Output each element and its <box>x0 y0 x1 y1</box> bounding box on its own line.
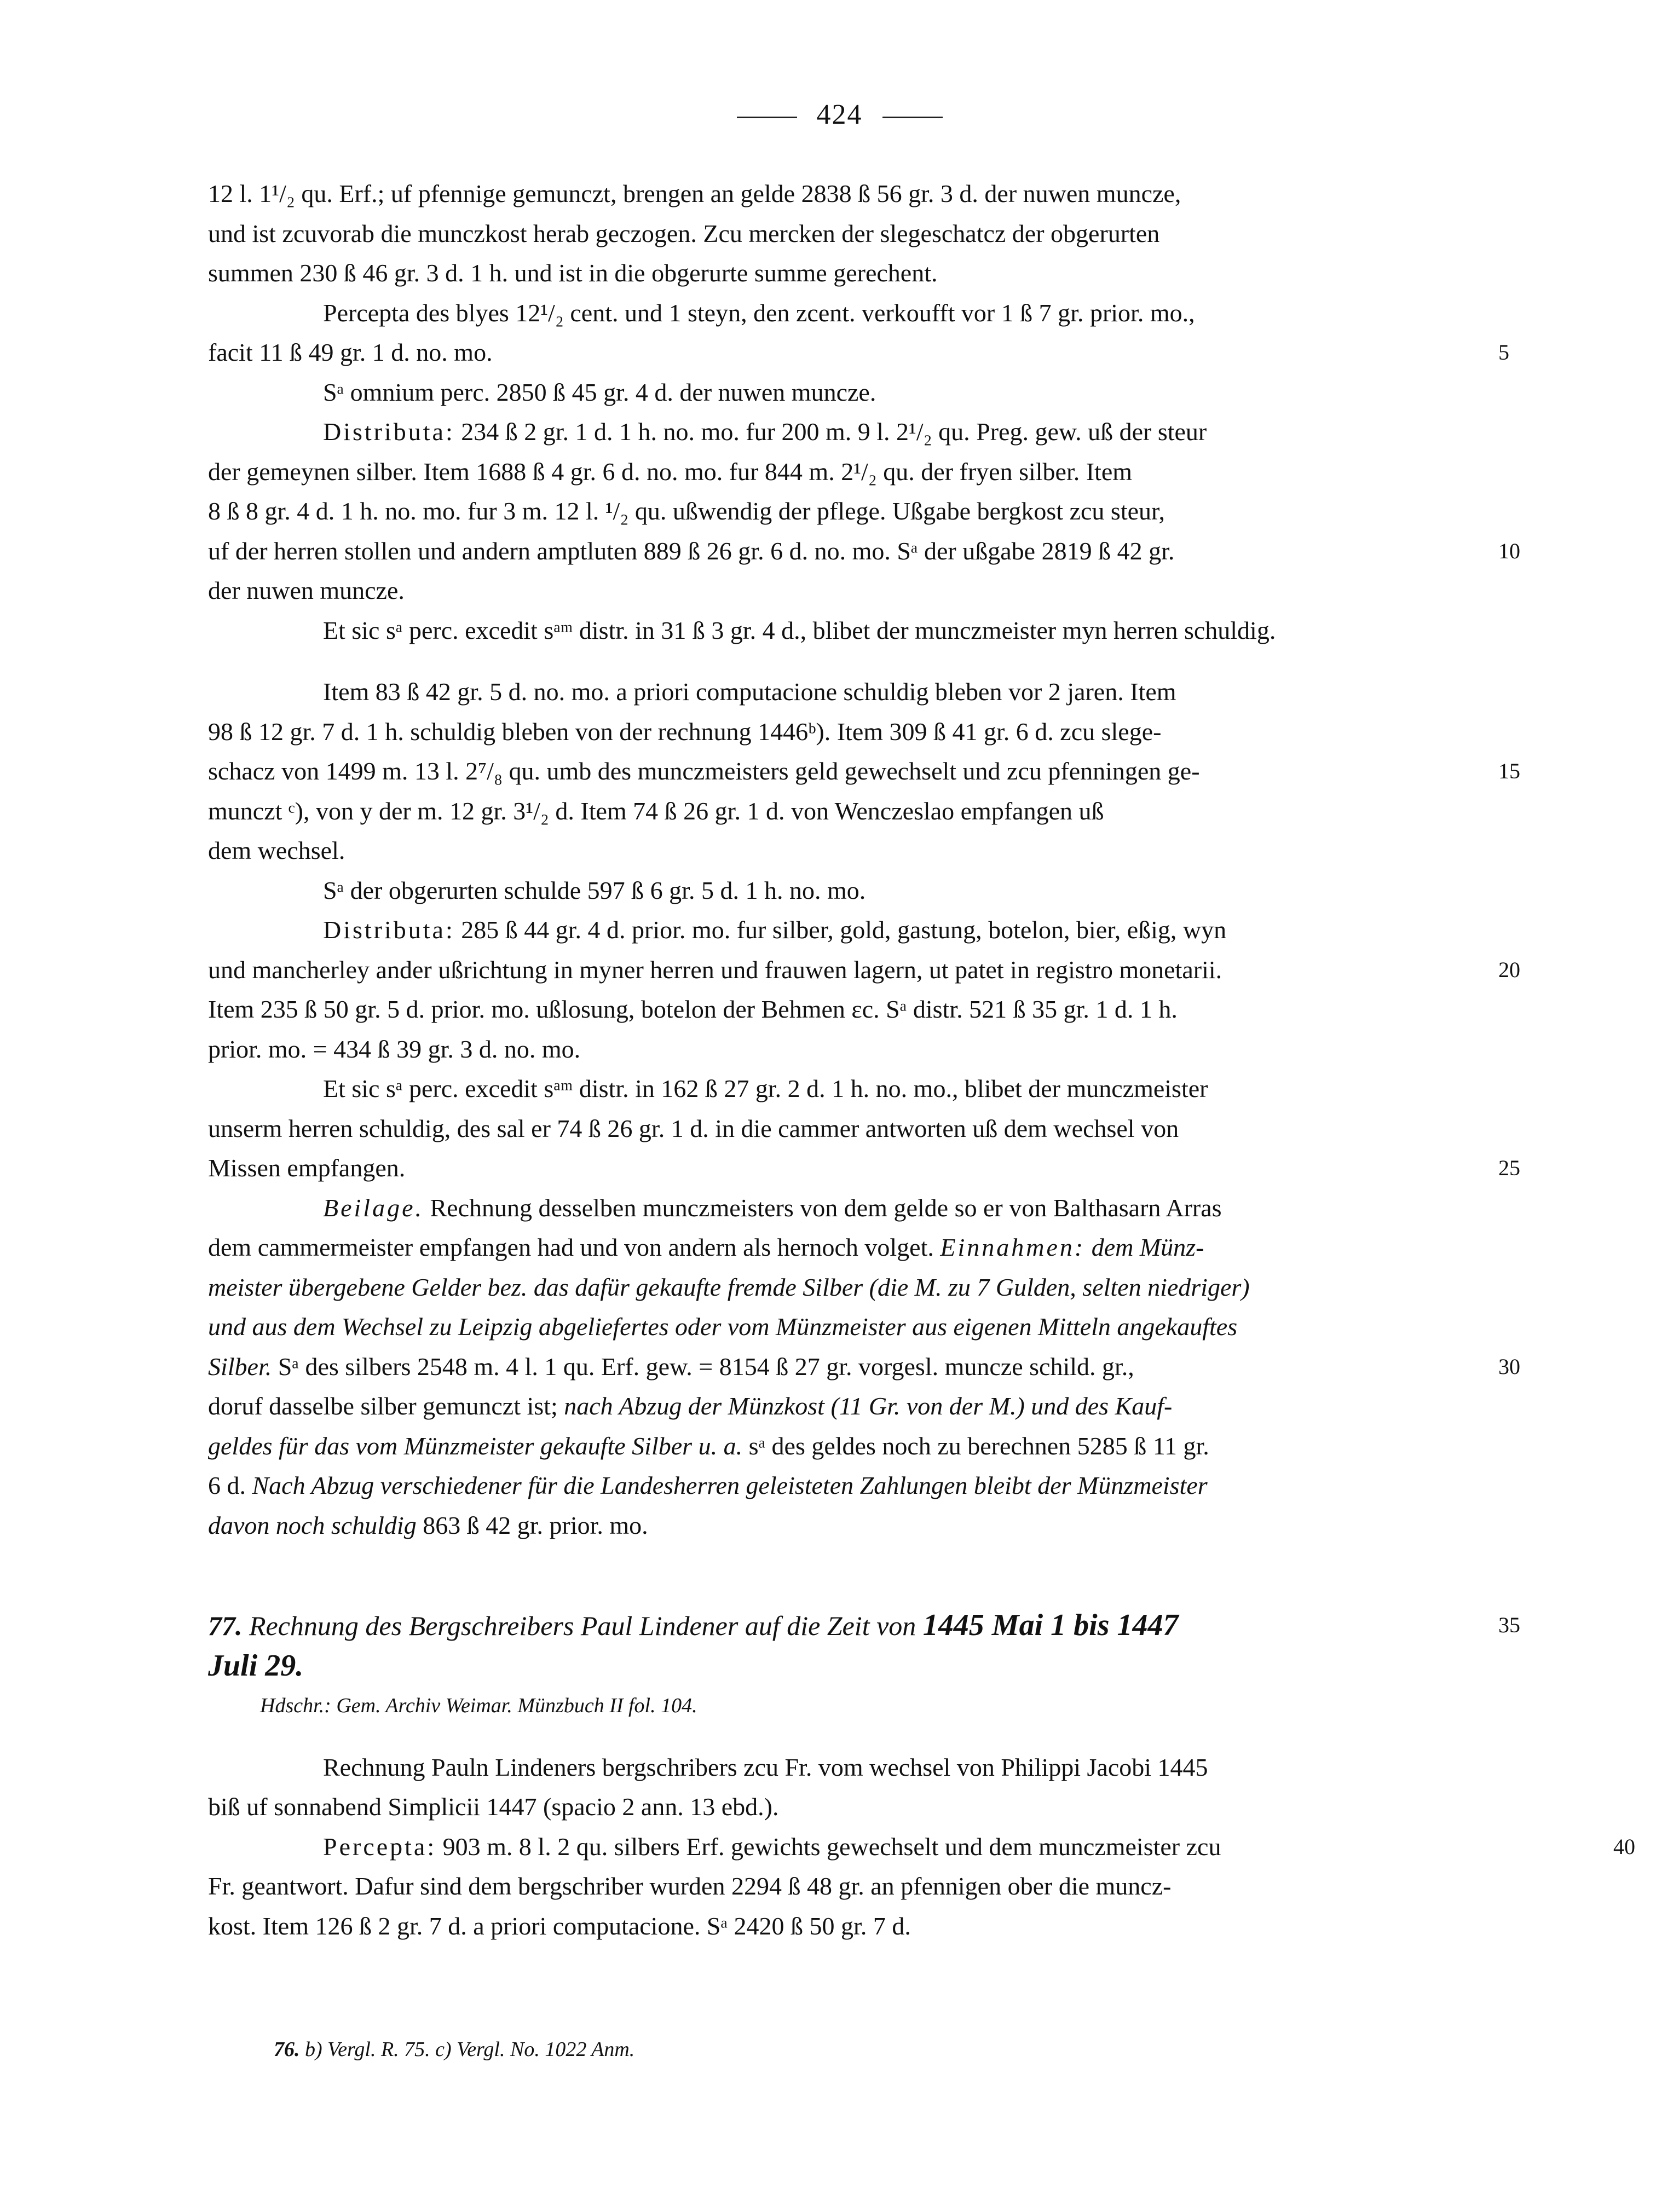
text-line: 77. Rechnung des Bergschreibers Paul Lindener auf die Zeit von 1445 Mai 1 bis 1447 35 <box>208 1605 1486 1646</box>
line-number: 10 <box>1498 538 1520 563</box>
text-line: Sᵃ omnium perc. 2850 ß 45 gr. 4 d. der nuwen muncze. <box>323 378 876 406</box>
text-line: Distributa: 234 ß 2 gr. 1 d. 1 h. no. mo. fur 200 m. 9 l. 2¹/₂ qu. Preg. gew. uß der steur <box>323 418 1207 446</box>
text-line: Missen empfangen. 25 <box>208 1148 1486 1188</box>
text-line: prior. mo. = 434 ß 39 gr. 3 d. no. mo. <box>208 1035 581 1063</box>
footnote-text: b) Vergl. R. 75. c) Vergl. No. 1022 Anm. <box>305 2038 635 2061</box>
text-line: Et sic sᵃ perc. excedit sᵃᵐ distr. in 162 ß 27 gr. 2 d. 1 h. no. mo., blibet der munczmeister <box>323 1075 1208 1102</box>
text-line: doruf dasselbe silber gemunczt ist; nach Abzug der Münzkost (11 Gr. von der M.) und des Kauf- <box>208 1392 1173 1420</box>
text-line: Item 83 ß 42 gr. 5 d. no. mo. a priori computacione schuldig bleben vor 2 jaren. Item <box>323 678 1176 706</box>
document-heading <box>208 1605 1520 1686</box>
page-header <box>0 99 1679 131</box>
text-line: munczt ᶜ), von y der m. 12 gr. 3¹/₂ d. Item 74 ß 26 gr. 1 d. von Wenczeslao empfangen uß <box>208 796 1104 825</box>
line-number: 5 <box>1498 340 1509 365</box>
text-line: 98 ß 12 gr. 7 d. 1 h. schuldig bleben von der rechnung 1446ᵇ). Item 309 ß 41 gr. 6 d. zcu slege- <box>208 717 1162 746</box>
text-line: dem cammermeister empfangen had und von andern als hernoch volget. Einnahmen: dem Münz- <box>208 1233 1204 1261</box>
einnahmen-label: Einnahmen: <box>940 1233 1086 1261</box>
text-line: Percepta des blyes 12¹/₂ cent. und 1 steyn, den zcent. verkoufft vor 1 ß 7 gr. prior. mo., <box>323 298 1195 327</box>
text-line: kost. Item 126 ß 2 gr. 7 d. a priori computacione. Sᵃ 2420 ß 50 gr. 7 d. <box>208 1911 911 1940</box>
text-line: 8 ß 8 gr. 4 d. 1 h. no. mo. fur 3 m. 12 l. ¹/₂ qu. ußwendig der pflege. Ußgabe bergkost zcu steur, <box>208 497 1165 525</box>
paragraph <box>208 1748 1486 1827</box>
text-line: schacz von 1499 m. 13 l. 2⁷/₈ qu. umb des munczmeisters geld gewechselt und zcu pfenningen ge- 15 <box>208 752 1486 792</box>
text-line: Fr. geantwort. Dafur sind dem bergschriber wurden 2294 ß 48 gr. an pfennigen ober die muncz- <box>208 1872 1172 1900</box>
text-line: Silber. Sᵃ des silbers 2548 m. 4 l. 1 qu. Erf. gew. = 8154 ß 27 gr. vorgesl. muncze schild. gr., 30 <box>208 1347 1486 1387</box>
text-line: unserm herren schuldig, des sal er 74 ß 26 gr. 1 d. in die cammer antworten uß dem wechsel von <box>208 1114 1179 1142</box>
text-line: biß uf sonnabend Simplicii 1447 (spacio 2 ann. 13 ebd.). <box>208 1793 779 1821</box>
beilage-label: Beilage. <box>323 1193 424 1222</box>
paragraph <box>208 293 1509 373</box>
line-number: 40 <box>1613 1834 1635 1859</box>
paragraph <box>208 1069 1520 1188</box>
header-rule-right <box>882 117 943 118</box>
text-line: 6 d. Nach Abzug verschiedener für die Landesherren geleisteten Zahlungen bleibt der Münzmeister <box>208 1471 1208 1499</box>
text-line: uf der herren stollen und andern amptluten 889 ß 26 gr. 6 d. no. mo. Sᵃ der ußgabe 2819 ß 42 gr. 10 <box>208 532 1486 571</box>
paragraph <box>208 412 1520 611</box>
text-line: facit 11 ß 49 gr. 1 d. no. mo. 5 <box>208 333 1486 373</box>
text-line: Hdschr.: Gem. Archiv Weimar. Münzbuch II fol. 104. <box>260 1694 697 1717</box>
line-number: 20 <box>1498 957 1520 982</box>
text-line: summen 230 ß 46 gr. 3 d. 1 h. und ist in die obgerurte summe gerechent. <box>208 259 938 287</box>
text-line: dem wechsel. <box>208 836 345 864</box>
text-line: geldes für das vom Münzmeister gekaufte Silber u. a. sᵃ des geldes noch zu berechnen 5285 ß 11 gr. <box>208 1431 1209 1460</box>
header-rule-left <box>737 117 797 118</box>
line-number: 35 <box>1498 1613 1520 1637</box>
text-line: Item 235 ß 50 gr. 5 d. prior. mo. ußlosung, botelon der Behmen ɛc. Sᵃ distr. 521 ß 35 gr. 1 d. 1 h. <box>208 995 1178 1023</box>
paragraph <box>208 174 1486 293</box>
line-number: 15 <box>1498 759 1520 783</box>
text-line: der gemeynen silber. Item 1688 ß 4 gr. 6 d. no. mo. fur 844 m. 2¹/₂ qu. der fryen silber. Item <box>208 457 1133 486</box>
paragraph <box>208 1188 1520 1546</box>
text-line: der nuwen muncze. <box>208 576 405 604</box>
paragraph <box>208 373 1486 413</box>
paragraph <box>208 910 1520 1069</box>
text-line: Juli 29. <box>208 1648 304 1683</box>
page-number: 424 <box>816 99 863 130</box>
text-line: und mancherley ander ußrichtung in myner herren und frauwen lagern, ut patet in registro monetarii. 20 <box>208 950 1486 990</box>
paragraph <box>208 672 1520 871</box>
text-line: Et sic sᵃ perc. excedit sᵃᵐ distr. in 31 ß 3 gr. 4 d., blibet der munczmeister myn herren schuldig. <box>323 616 1276 644</box>
paragraph <box>208 611 1486 651</box>
distributa-label: Distributa: <box>323 418 455 446</box>
text-line: Beilage. Rechnung desselben munczmeisters von dem gelde so er von Balthasarn Arras <box>323 1193 1222 1222</box>
footnote-number: 76. <box>274 2038 300 2061</box>
line-number: 25 <box>1498 1156 1520 1180</box>
text-line: Distributa: 285 ß 44 gr. 4 d. prior. mo. fur silber, gold, gastung, botelon, bier, eßig, wyn <box>323 916 1227 944</box>
paragraph <box>208 1827 1635 1947</box>
text-line: Rechnung Pauln Lindeners bergschribers zcu Fr. vom wechsel von Philippi Jacobi 1445 <box>323 1753 1208 1781</box>
line-number: 30 <box>1498 1354 1520 1379</box>
text-line: meister übergebene Gelder bez. das dafür gekaufte fremde Silber (die M. zu 7 Gulden, selten niedriger) <box>208 1273 1250 1301</box>
text-line: davon noch schuldig 863 ß 42 gr. prior. mo. <box>208 1511 648 1539</box>
percepta-label: Percepta: <box>323 1832 437 1861</box>
text-line: 12 l. 1¹/₂ qu. Erf.; uf pfennige gemunczt, brengen an gelde 2838 ß 56 gr. 3 d. der nuwen muncze, <box>208 180 1181 207</box>
paragraph <box>208 871 1486 911</box>
distributa-label: Distributa: <box>323 916 455 944</box>
text-line: und ist zcuvorab die munczkost herab geczogen. Zcu mercken der slegeschatcz der obgerurten <box>208 219 1160 247</box>
document-number: 77. <box>208 1610 243 1641</box>
text-line: Sᵃ der obgerurten schulde 597 ß 6 gr. 5 d. 1 h. no. mo. <box>323 876 866 904</box>
text-line: Percepta: 903 m. 8 l. 2 qu. silbers Erf. gewichts gewechselt und dem munczmeister zcu 40 <box>208 1827 1486 1867</box>
main-text <box>208 174 1635 1946</box>
text-line: und aus dem Wechsel zu Leipzig abgeliefertes oder vom Münzmeister aus eigenen Mitteln angekauftes <box>208 1313 1238 1341</box>
footnotes <box>274 2037 634 2061</box>
source-note <box>208 1686 1486 1726</box>
